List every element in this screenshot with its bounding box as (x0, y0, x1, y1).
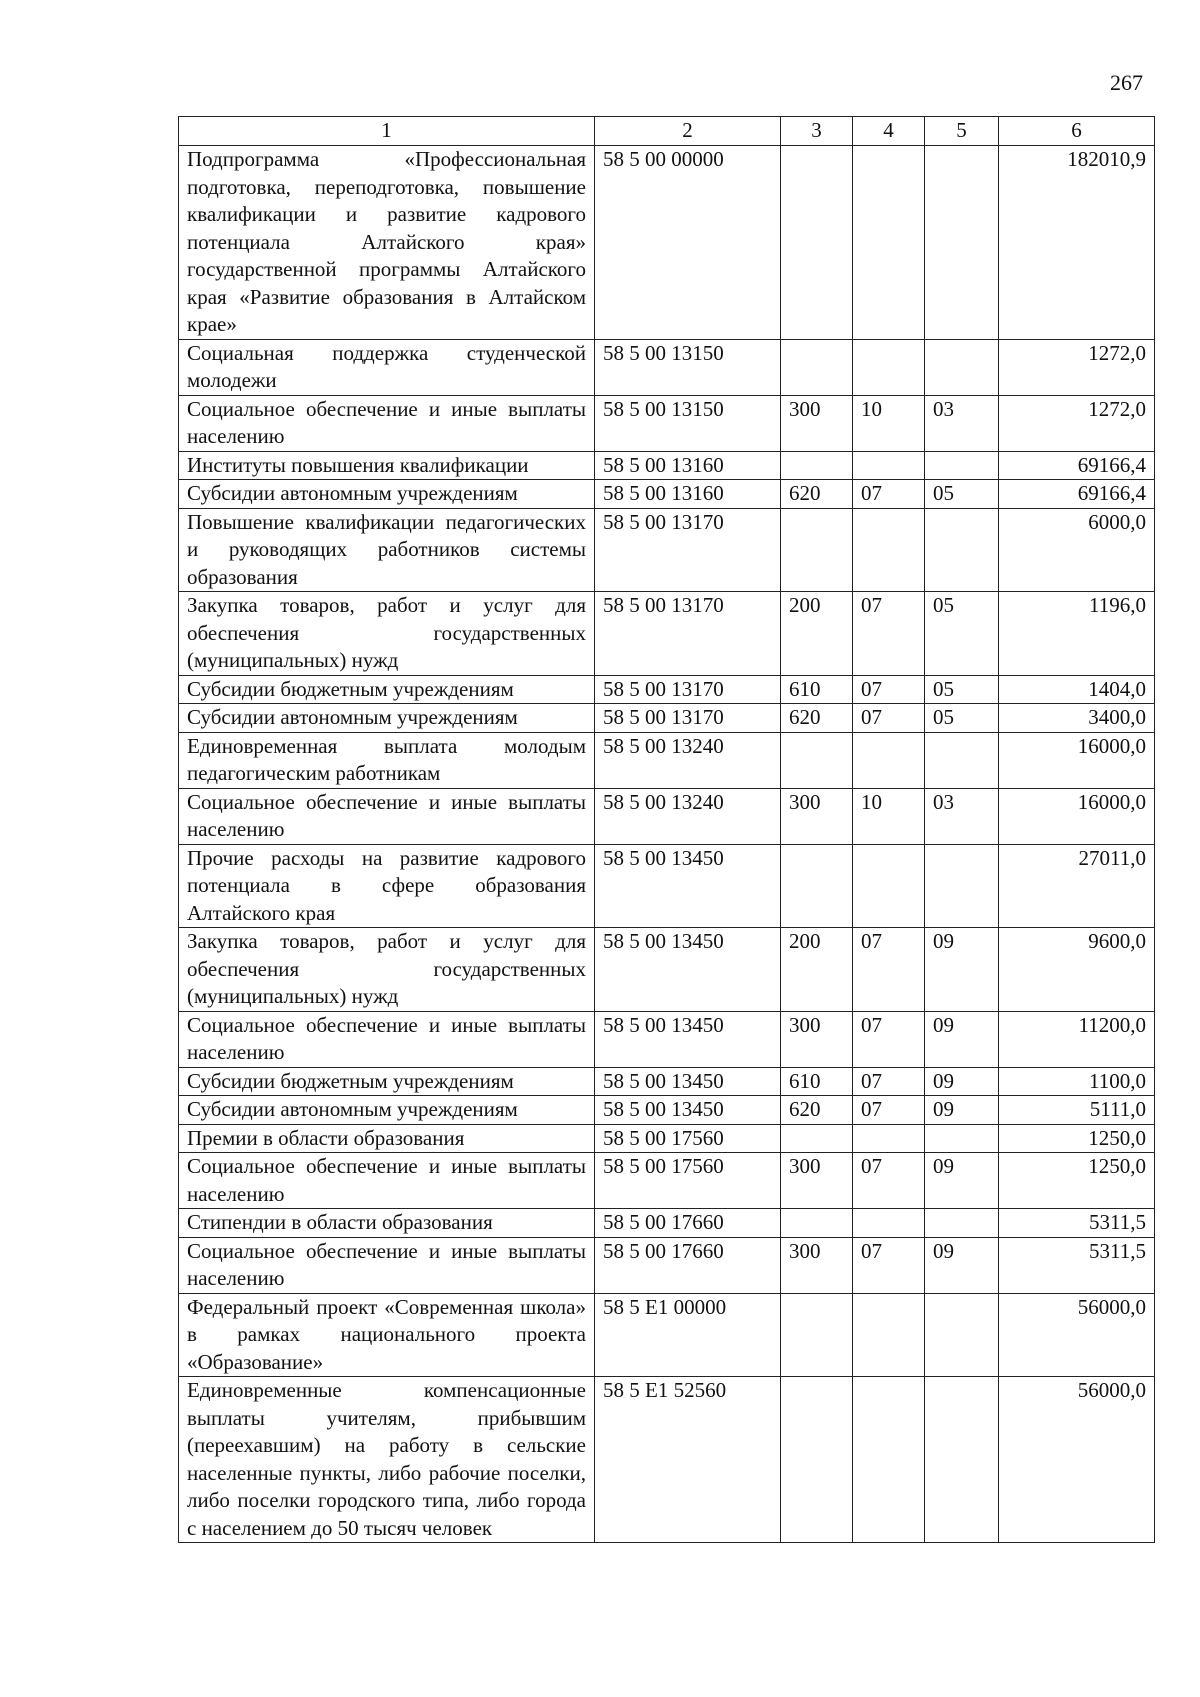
row-amount-cell: 1272,0 (999, 395, 1155, 451)
row-name-cell: Социальное обеспечение и иные выплаты населению (179, 395, 595, 451)
row-col3-cell: 200 (781, 592, 853, 676)
row-amount-cell: 16000,0 (999, 732, 1155, 788)
row-col5-cell (925, 339, 999, 395)
column-header: 2 (595, 117, 781, 146)
row-col3-cell (781, 1377, 853, 1543)
row-col4-cell (853, 1293, 925, 1377)
table-row (179, 1096, 1155, 1125)
row-code-cell: 58 5 00 13450 (595, 1067, 781, 1096)
row-amount-cell: 1100,0 (999, 1067, 1155, 1096)
row-name-cell: Субсидии бюджетным учреждениям (179, 675, 595, 704)
table-row (179, 146, 1155, 340)
table-row (179, 704, 1155, 733)
column-header: 4 (853, 117, 925, 146)
row-amount-cell: 3400,0 (999, 704, 1155, 733)
table-row (179, 395, 1155, 451)
row-col5-cell (925, 1209, 999, 1238)
row-amount-cell: 5311,5 (999, 1209, 1155, 1238)
row-col5-cell (925, 1293, 999, 1377)
row-name-cell: Субсидии автономным учреждениям (179, 704, 595, 733)
row-amount-cell: 9600,0 (999, 928, 1155, 1012)
row-amount-cell: 1404,0 (999, 675, 1155, 704)
row-name-cell: Стипендии в области образования (179, 1209, 595, 1238)
row-amount-cell: 27011,0 (999, 844, 1155, 928)
row-col4-cell: 07 (853, 1096, 925, 1125)
row-col3-cell: 300 (781, 788, 853, 844)
row-code-cell: 58 5 00 13170 (595, 704, 781, 733)
row-col5-cell: 05 (925, 592, 999, 676)
row-code-cell: 58 5 00 13160 (595, 480, 781, 509)
column-header: 6 (999, 117, 1155, 146)
row-col3-cell (781, 451, 853, 480)
table-row (179, 788, 1155, 844)
row-col5-cell: 05 (925, 704, 999, 733)
header-row (179, 117, 1155, 146)
row-col4-cell (853, 732, 925, 788)
row-col4-cell (853, 1377, 925, 1543)
row-col4-cell: 07 (853, 928, 925, 1012)
row-name-cell: Единовременные компенсационные выплаты учителям, прибывшим (переехавшим) на работу в сельские населенные пункты, либо рабочие поселки, либо поселки городского типа, либо города с населением до 50 тысяч человек (179, 1377, 595, 1543)
row-col5-cell (925, 844, 999, 928)
column-header: 5 (925, 117, 999, 146)
row-code-cell: 58 5 00 13170 (595, 592, 781, 676)
column-header: 1 (179, 117, 595, 146)
row-col4-cell: 10 (853, 395, 925, 451)
row-col5-cell: 09 (925, 1237, 999, 1293)
row-col3-cell (781, 1209, 853, 1238)
table-row (179, 928, 1155, 1012)
row-col4-cell (853, 1124, 925, 1153)
row-col3-cell: 620 (781, 704, 853, 733)
row-col4-cell: 07 (853, 675, 925, 704)
row-col5-cell: 03 (925, 788, 999, 844)
row-col5-cell: 05 (925, 675, 999, 704)
row-code-cell: 58 5 E1 00000 (595, 1293, 781, 1377)
row-col4-cell (853, 1209, 925, 1238)
row-code-cell: 58 5 00 13450 (595, 1096, 781, 1125)
row-col5-cell (925, 1377, 999, 1543)
row-col4-cell: 07 (853, 1237, 925, 1293)
row-amount-cell: 5111,0 (999, 1096, 1155, 1125)
row-name-cell: Закупка товаров, работ и услуг для обеспечения государственных (муниципальных) нужд (179, 592, 595, 676)
row-col5-cell: 09 (925, 1011, 999, 1067)
row-name-cell: Социальное обеспечение и иные выплаты населению (179, 1237, 595, 1293)
row-col3-cell (781, 732, 853, 788)
row-code-cell: 58 5 E1 52560 (595, 1377, 781, 1543)
row-col4-cell: 07 (853, 480, 925, 509)
row-col4-cell: 07 (853, 1011, 925, 1067)
row-name-cell: Федеральный проект «Современная школа» в рамках национального проекта «Образование» (179, 1293, 595, 1377)
row-name-cell: Подпрограмма «Профессиональная подготовка, переподготовка, повышение квалификации и развитие кадрового потенциала Алтайского края» государственной программы Алтайского края «Развитие образования в Алтайском крае» (179, 146, 595, 340)
row-amount-cell: 56000,0 (999, 1377, 1155, 1543)
row-col3-cell (781, 844, 853, 928)
row-col3-cell: 300 (781, 1237, 853, 1293)
row-amount-cell: 1250,0 (999, 1124, 1155, 1153)
row-name-cell: Социальное обеспечение и иные выплаты населению (179, 788, 595, 844)
row-code-cell: 58 5 00 13240 (595, 732, 781, 788)
row-code-cell: 58 5 00 13240 (595, 788, 781, 844)
row-col4-cell: 07 (853, 704, 925, 733)
table-row (179, 1293, 1155, 1377)
row-col4-cell (853, 844, 925, 928)
table-row (179, 1153, 1155, 1209)
row-amount-cell: 182010,9 (999, 146, 1155, 340)
row-name-cell: Премии в области образования (179, 1124, 595, 1153)
row-col5-cell: 09 (925, 1067, 999, 1096)
table-row (179, 1124, 1155, 1153)
row-name-cell: Социальная поддержка студенческой молодежи (179, 339, 595, 395)
table-row (179, 1209, 1155, 1238)
row-amount-cell: 1196,0 (999, 592, 1155, 676)
row-col3-cell (781, 146, 853, 340)
row-col4-cell: 07 (853, 1153, 925, 1209)
row-col4-cell (853, 508, 925, 592)
table-row (179, 592, 1155, 676)
table-row (179, 480, 1155, 509)
row-name-cell: Институты повышения квалификации (179, 451, 595, 480)
row-name-cell: Субсидии бюджетным учреждениям (179, 1067, 595, 1096)
row-col4-cell: 10 (853, 788, 925, 844)
row-code-cell: 58 5 00 17560 (595, 1124, 781, 1153)
row-amount-cell: 1272,0 (999, 339, 1155, 395)
row-code-cell: 58 5 00 13150 (595, 395, 781, 451)
row-col4-cell: 07 (853, 1067, 925, 1096)
row-col3-cell: 300 (781, 1011, 853, 1067)
row-name-cell: Повышение квалификации педагогических и руководящих работников системы образования (179, 508, 595, 592)
row-amount-cell: 16000,0 (999, 788, 1155, 844)
row-amount-cell: 69166,4 (999, 480, 1155, 509)
row-name-cell: Закупка товаров, работ и услуг для обеспечения государственных (муниципальных) нужд (179, 928, 595, 1012)
row-col3-cell: 610 (781, 675, 853, 704)
row-code-cell: 58 5 00 13170 (595, 508, 781, 592)
table-row (179, 675, 1155, 704)
row-amount-cell: 56000,0 (999, 1293, 1155, 1377)
row-code-cell: 58 5 00 17560 (595, 1153, 781, 1209)
row-col4-cell (853, 451, 925, 480)
row-col5-cell: 09 (925, 1153, 999, 1209)
row-code-cell: 58 5 00 13450 (595, 844, 781, 928)
row-code-cell: 58 5 00 13450 (595, 1011, 781, 1067)
row-code-cell: 58 5 00 17660 (595, 1237, 781, 1293)
table-row (179, 451, 1155, 480)
row-col5-cell: 03 (925, 395, 999, 451)
row-col5-cell: 09 (925, 1096, 999, 1125)
row-code-cell: 58 5 00 17660 (595, 1209, 781, 1238)
row-col4-cell (853, 339, 925, 395)
row-name-cell: Единовременная выплата молодым педагогическим работникам (179, 732, 595, 788)
row-amount-cell: 69166,4 (999, 451, 1155, 480)
row-name-cell: Социальное обеспечение и иные выплаты населению (179, 1153, 595, 1209)
row-col5-cell (925, 146, 999, 340)
row-name-cell: Субсидии автономным учреждениям (179, 480, 595, 509)
table-row (179, 339, 1155, 395)
row-name-cell: Социальное обеспечение и иные выплаты населению (179, 1011, 595, 1067)
row-code-cell: 58 5 00 13150 (595, 339, 781, 395)
row-amount-cell: 1250,0 (999, 1153, 1155, 1209)
row-col5-cell (925, 732, 999, 788)
row-col5-cell (925, 508, 999, 592)
table-row (179, 1377, 1155, 1543)
row-col5-cell (925, 1124, 999, 1153)
row-col3-cell (781, 1124, 853, 1153)
table-row (179, 1067, 1155, 1096)
row-col3-cell: 300 (781, 1153, 853, 1209)
row-col5-cell: 05 (925, 480, 999, 509)
table-row (179, 1011, 1155, 1067)
row-col4-cell: 07 (853, 592, 925, 676)
row-col3-cell: 200 (781, 928, 853, 1012)
table-row (179, 508, 1155, 592)
row-col4-cell (853, 146, 925, 340)
table-row (179, 732, 1155, 788)
row-col5-cell: 09 (925, 928, 999, 1012)
row-code-cell: 58 5 00 13170 (595, 675, 781, 704)
row-amount-cell: 11200,0 (999, 1011, 1155, 1067)
table-row (179, 1237, 1155, 1293)
row-col3-cell (781, 339, 853, 395)
page-number: 267 (1110, 70, 1143, 95)
row-amount-cell: 6000,0 (999, 508, 1155, 592)
row-col3-cell: 300 (781, 395, 853, 451)
budget-table (178, 116, 1155, 1543)
row-col3-cell (781, 508, 853, 592)
row-code-cell: 58 5 00 00000 (595, 146, 781, 340)
row-name-cell: Прочие расходы на развитие кадрового потенциала в сфере образования Алтайского края (179, 844, 595, 928)
row-col3-cell: 610 (781, 1067, 853, 1096)
row-col3-cell: 620 (781, 480, 853, 509)
row-col5-cell (925, 451, 999, 480)
row-name-cell: Субсидии автономным учреждениям (179, 1096, 595, 1125)
row-code-cell: 58 5 00 13450 (595, 928, 781, 1012)
column-header: 3 (781, 117, 853, 146)
table-row (179, 844, 1155, 928)
row-amount-cell: 5311,5 (999, 1237, 1155, 1293)
row-col3-cell (781, 1293, 853, 1377)
row-col3-cell: 620 (781, 1096, 853, 1125)
row-code-cell: 58 5 00 13160 (595, 451, 781, 480)
